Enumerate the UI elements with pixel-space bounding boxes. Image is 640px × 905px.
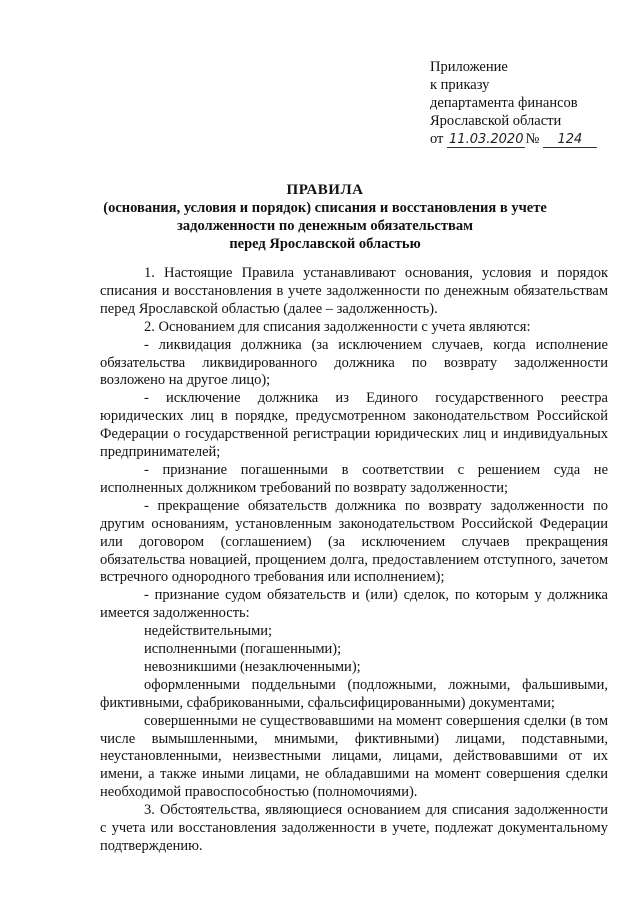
title-sub-1: (основания, условия и порядок) списания и восстановления в учете bbox=[103, 200, 547, 216]
title-sub-2: задолженности по денежным обязательствам bbox=[177, 218, 473, 234]
list-item-termination: - прекращение обязательств должника по возврату задолженности по другим основаниям, установленным законодательством Российской Федерации или договором (соглашением) (за исключением случаев прекращения обязательства новацией, прощением долга, предоставлением отступного, зачетом встречного однородного требования или исполнением); bbox=[100, 497, 608, 586]
from-prefix: от bbox=[430, 131, 444, 147]
list-item-liquidation: - ликвидация должника (за исключением случаев, когда исполнение обязательства ликвидированного должника по возврату задолженности возложено на другое лицо); bbox=[100, 336, 608, 389]
subitem-forged-documents: оформленными поддельными (подложными, ложными, фальшивыми, фиктивными, сфабрикованными, сфальсифицированными) документами; bbox=[100, 676, 608, 711]
region-name: Ярославской области bbox=[430, 113, 562, 129]
number-prefix: № bbox=[525, 131, 540, 147]
list-item-court-recognition: - признание судом обязательств и (или) сделок, по которым у должника имеется задолженность: bbox=[100, 587, 608, 622]
appendix-header bbox=[430, 58, 597, 148]
title-main: ПРАВИЛА bbox=[286, 182, 364, 198]
appendix-label: Приложение bbox=[430, 59, 508, 75]
order-reference: к приказу bbox=[430, 77, 490, 93]
title-sub-3: перед Ярославской областью bbox=[229, 236, 421, 252]
handwritten-number: 124 bbox=[543, 132, 597, 148]
paragraph-2: 2. Основанием для списания задолженности с учета являются: bbox=[144, 318, 531, 335]
handwritten-date: 11.03.2020 bbox=[449, 132, 524, 147]
paragraph-3: 3. Обстоятельства, являющиеся основанием для списания задолженности с учета или восстановления задолженности в учете, подлежат документальному подтверждению. bbox=[100, 802, 608, 854]
paragraph-1: 1. Настоящие Правила устанавливают основания, условия и порядок списания и восстановления в учете задолженности по денежным обязательствам перед Ярославской областью (далее – задолженность). bbox=[100, 265, 608, 317]
department-name: департамента финансов bbox=[430, 95, 578, 111]
subitem-nonexistent-persons: совершенными не существовавшими на момент совершения сделки (в том числе вымышленными, мнимыми, фиктивными) лицами, подставными, неустановленными, неизвестными лицами, лицами, действовавшими от их имени, а также иными лицами, не обладавшими на момент совершения сделки необходимой правоспособностью (полномочиями). bbox=[100, 712, 608, 801]
subitem-executed: исполненными (погашенными); bbox=[144, 641, 342, 658]
document-body bbox=[100, 265, 608, 856]
subitem-not-arisen: невозникшими (незаключенными); bbox=[144, 658, 361, 675]
subitem-invalid: недействительными; bbox=[144, 623, 273, 640]
date-number-line bbox=[430, 130, 597, 148]
list-item-exclusion: - исключение должника из Единого государственного реестра юридических лиц в порядке, предусмотренном законодательством Российской Федерации о государственной регистрации юридических лиц и индивидуальных предпринимателей; bbox=[100, 390, 608, 461]
list-item-court-repaid: - признание погашенными в соответствии с решением суда не исполненных должником требований по возврату задолженности; bbox=[100, 461, 608, 496]
document-title bbox=[90, 181, 560, 253]
